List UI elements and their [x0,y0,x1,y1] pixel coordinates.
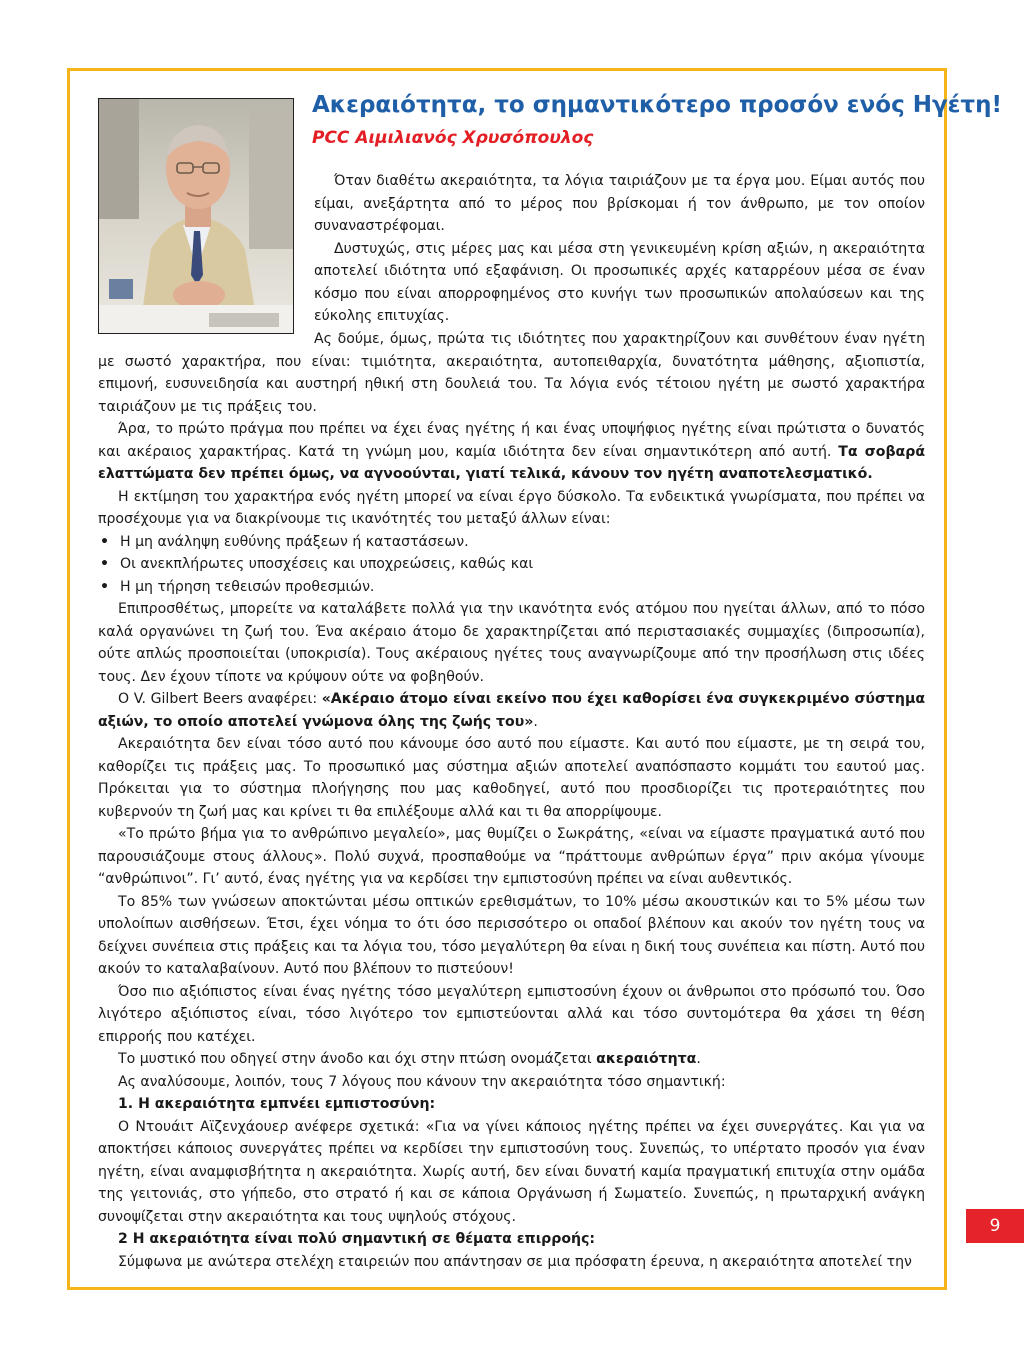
paragraph: Άρα, το πρώτο πράγμα που πρέπει να έχει ένας ηγέτης ή και ένας υποψήφιος ηγέτης είναι πρώτιστα ο δυνατός και ακέραιος χαρακτήρας. Κατά τη γνώμη μου, καμία ιδιότητα δεν είναι σημαντικότερη από αυτή. Τα σοβαρά ελαττώματα δεν πρέπει όμως, να αγνοούνται, γιατί τελικά, κάνουν τον ηγέτη αναποτελεσματικό. [98,421,926,482]
quote-bold: «Ακέραιο άτομο είναι εκείνο που έχει καθορίσει ένα συγκεκριμένο σύστημα αξιών, το οποίο αποτελεί γνώμονα όλης της ζωής του» [98,691,926,730]
paragraph: Όσο πιο αξιόπιστος είναι ένας ηγέτης τόσο μεγαλύτερη εμπιστοσύνη έχουν οι άνθρωποι στο πρόσωπό του. Όσο λιγότερο αξιόπιστος είναι, τόσο λιγότερο τον εμπιστεύονται αλλά και τόσο συντομότερα θα χάσει τη θέση επιρροής που κατέχει. [98,983,925,1045]
paragraph: Επιπροσθέτως, μπορείτε να καταλάβετε πολλά για την ικανότητα ενός ατόμου που ηγείται άλλων, από το πόσο καλά οργανώνει τη ζωή του. Ένα ακέραιο άτομο δε χαρακτηρίζεται από περιστασιακές συμμαχίες (διπροσωπία), ούτε απλώς προσποιείται (υποκρισία). Τους ακέραιους ηγέτες τους αναγνωρίζουμε από την προσήλωση στις ιδέες τους. Δεν έχουν τίποτε να κρύψουν ούτε να φοβηθούν. [98,601,925,685]
paragraph: Όταν διαθέτω ακεραιότητα, τα λόγια ταιριάζουν με τα έργα μου. Είμαι αυτός που είμαι, ανεξάρτητα από το μέρος που βρίσκομαι ή τον άνθρωπο, με τον οποίον συναναστρέφομαι. [314,173,925,234]
article-body [98,328,925,1273]
list-item: • Οι ανεκπλήρωτες υποσχέσεις και υποχρεώσεις, καθώς και [98,553,925,576]
intro-column [314,170,925,328]
section-heading-1: 1. Η ακεραιότητα εμπνέει εμπιστοσύνη: [118,1096,436,1112]
bold-emphasis: Τα σοβαρά ελαττώματα δεν πρέπει όμως, να αγνοούνται, γιατί τελικά, κάνουν τον ηγέτη αναποτελεσματικό. [98,443,926,482]
paragraph: Η εκτίμηση του χαρακτήρα ενός ηγέτη μπορεί να είναι έργο δύσκολο. Τα ενδεικτικά γνωρίσματα, που πρέπει να προσέχουμε για να διακρίνουμε τις ικανότητές του μεταξύ άλλων είναι: [98,488,925,527]
bullet-icon: • [100,578,110,595]
page-number-badge: 9 [966,1209,1024,1243]
section-heading-2: 2 Η ακεραιότητα είναι πολύ σημαντική σε θέματα επιρροής: [118,1231,596,1247]
paragraph: Σύμφωνα με ανώτερα στελέχη εταιρειών που απάντησαν σε μια πρόσφατη έρευνα, η ακεραιότητα αποτελεί την [118,1253,912,1270]
paragraph: Δυστυχώς, στις μέρες μας και μέσα στη γενικευμένη κρίση αξιών, η ακεραιότητα αποτελεί ιδιότητα υπό εξαφάνιση. Οι προσωπικές αρχές καταρρέουν μέσα σε έναν κόσμο που είναι απορροφημένος στο κυνήγι των προσωπικών απολαύσεων και της εύκολης επιτυχίας. [314,240,925,324]
bullet-icon: • [100,533,110,550]
paragraph: Το 85% των γνώσεων αποκτώνται μέσω οπτικών ερεθισμάτων, το 10% μέσω ακουστικών και το 5% μέσω των υπολοίπων αισθήσεων. Έτσι, έχει νόημα το ότι όσο περισσότερο οι οπαδοί βλέπουν και ακούν τον ηγέτη τους να δείχνει συνέπεια στις πράξεις και τα λόγια του, τόσο μεγαλύτερη θα είναι η δική τους συνέπεια και πίστη. Αυτό που ακούν το καταλαβαίνουν. Αυτό που βλέπουν το πιστεύουν! [98,893,925,977]
paragraph: Ακεραιότητα δεν είναι τόσο αυτό που κάνουμε όσο αυτό που είμαστε. Και αυτό που είμαστε, με τη σειρά του, καθορίζει τις πράξεις μας. Το προσωπικό μας σύστημα αξιών αποτελεί αναπόσπαστο κομμάτι του εαυτού μας. Πρόκειται για το σύστημα πλοήγησης που μας καθοδηγεί, αυτό που προσδιορίζει τις προτεραιότητες που κυβερνούν τη ζωή μας και κρίνει τι θα επιλέξουμε αλλά και τι θα απορρίψουμε. [98,736,925,820]
paragraph: «Το πρώτο βήμα για το ανθρώπινο μεγαλείο», μας θυμίζει ο Σωκράτης, «είναι να είμαστε πραγματικά αυτό που παρουσιάζουμε στους άλλους». Πολύ συχνά, προσπαθούμε να “πράττουμε ανθρώπων έργα” πριν ακόμα γίνουμε “ανθρώπινοι”. Γι’ αυτό, ένας ηγέτης για να κερδίσει την εμπιστοσύνη πρέπει να είναι αυθεντικός. [98,826,925,887]
paragraph: Ο V. Gilbert Beers αναφέρει: «Ακέραιο άτομο είναι εκείνο που έχει καθορίσει ένα συγκεκριμένο σύστημα αξιών, το οποίο αποτελεί γνώμονα όλης της ζωής του». [98,691,926,730]
paragraph: Ας δούμε, όμως, πρώτα τις ιδιότητες που χαρακτηρίζουν και συνθέτουν έναν ηγέτη με σωστό χαρακτήρα, που είναι: τιμιότητα, ακεραιότητα, αυτοπειθαρχία, δυνατότητα μάθησης, αξιοπιστία, επιμονή, ευσυνειδησία και αυστηρή ηθική στη δουλειά του. Τα λόγια ενός τέτοιου ηγέτη με σωστό χαρακτήρα ταιριάζουν με τις πράξεις του. [98,331,925,415]
list-item: • Η μη ανάληψη ευθύνης πράξεων ή καταστάσεων. [98,531,925,554]
bold-keyword: ακεραιότητα [596,1051,697,1067]
article-author: PCC Αιμιλιανός Χρυσόπουλος [312,128,594,148]
author-photo [98,98,294,334]
bullet-icon: • [100,556,110,572]
list-item: • Η μη τήρηση τεθεισών προθεσμιών. [98,576,925,599]
paragraph: Το μυστικό που οδηγεί στην άνοδο και όχι στην πτώση ονομάζεται ακεραιότητα. [118,1051,701,1067]
article-title: Ακεραιότητα, το σημαντικότερο προσόν ενός Ηγέτη! [312,92,1002,118]
paragraph: Ο Ντουάιτ Αϊζενχάουερ ανέφερε σχετικά: «Για να γίνει κάποιος ηγέτης πρέπει να έχει συνεργάτες. Και για να αποκτήσει κάποιος συνεργάτες πρέπει να κερδίσει την εμπιστοσύνη τους. Συνεπώς, το υπέρτατο προσόν για έναν ηγέτη, είναι αναμφισβήτητα η ακεραιότητα. Χωρίς αυτή, δεν είναι δυνατή καμία πραγματική επιτυχία στην ομάδα της γειτονιάς, στο γήπεδο, στο στρατό ή και σε κάποια Οργάνωση ή Σωματείο. Συνεπώς, η πρωταρχική ανάγκη συνοψίζεται στην ακεραιότητα και τους υψηλούς στόχους. [98,1118,925,1225]
bullet-list [98,531,925,599]
paragraph: Ας αναλύσουμε, λοιπόν, τους 7 λόγους που κάνουν την ακεραιότητα τόσο σημαντική: [118,1073,726,1090]
